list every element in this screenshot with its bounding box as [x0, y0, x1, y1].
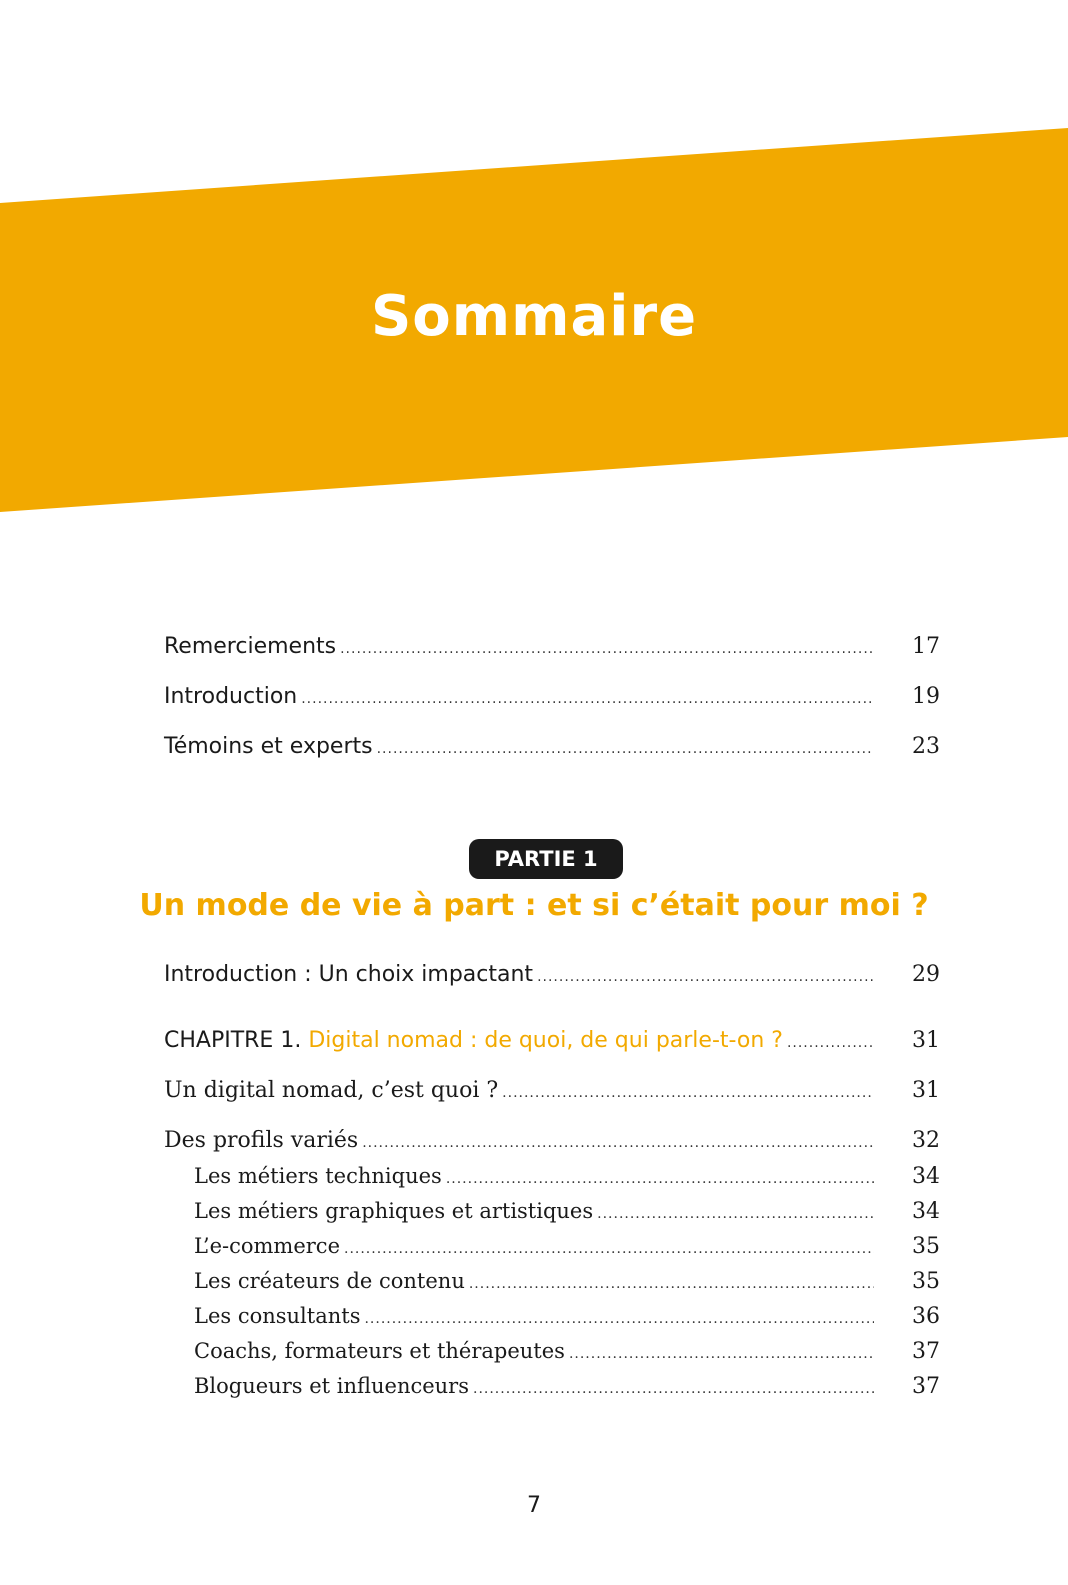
toc-entry-subsection[interactable] — [164, 1164, 940, 1189]
toc-entry-temoins[interactable] — [164, 734, 940, 759]
toc-entry-subsection[interactable] — [164, 1339, 940, 1364]
toc-page: 37 — [912, 1339, 940, 1364]
toc-label: Blogueurs et influenceurs — [194, 1374, 469, 1398]
toc-label: Témoins et experts — [164, 734, 373, 759]
leader-dots — [597, 1206, 874, 1222]
leader-dots — [364, 1311, 874, 1327]
page-number: 7 — [527, 1493, 541, 1518]
leader-dots — [340, 641, 874, 657]
toc-page: 32 — [912, 1128, 940, 1153]
toc-page: 31 — [912, 1028, 940, 1053]
leader-dots — [537, 969, 874, 985]
toc-entry-remerciements[interactable] — [164, 634, 940, 659]
leader-dots — [469, 1276, 874, 1292]
toc-entry-subsection[interactable] — [164, 1374, 940, 1399]
toc-entry-subsection[interactable] — [164, 1234, 940, 1259]
leader-dots — [569, 1346, 874, 1362]
toc-entry-chapter-1[interactable] — [164, 1028, 940, 1053]
toc-label: Coachs, formateurs et thérapeutes — [194, 1339, 565, 1363]
part-title: Un mode de vie à part : et si c’était pour moi ? — [139, 888, 929, 923]
toc-page: 34 — [912, 1199, 940, 1224]
toc-page: 36 — [912, 1304, 940, 1329]
header-banner — [0, 0, 1068, 540]
toc-entry-section[interactable] — [164, 1128, 940, 1153]
toc-entry-section[interactable] — [164, 1078, 940, 1103]
leader-dots — [502, 1085, 874, 1101]
toc-page: 35 — [912, 1234, 940, 1259]
toc-label: Introduction : Un choix impactant — [164, 962, 534, 987]
toc-label: Des profils variés — [164, 1128, 359, 1153]
toc-page: 29 — [912, 962, 940, 987]
chapter-number: CHAPITRE 1. — [164, 1028, 302, 1053]
leader-dots — [301, 691, 874, 707]
chapter-title: Digital nomad : de quoi, de qui parle-t-on ? — [308, 1028, 783, 1053]
toc-label: L’e-commerce — [194, 1234, 340, 1258]
toc-page: 35 — [912, 1269, 940, 1294]
toc-label: Les métiers techniques — [194, 1164, 442, 1188]
toc-label: Un digital nomad, c’est quoi ? — [164, 1078, 499, 1103]
toc-page: 37 — [912, 1374, 940, 1399]
toc-page: 17 — [912, 634, 940, 659]
leader-dots — [446, 1171, 874, 1187]
part-badge: PARTIE 1 — [469, 839, 623, 879]
leader-dots — [362, 1135, 874, 1151]
toc-page: 31 — [912, 1078, 940, 1103]
toc-label: Introduction — [164, 684, 298, 709]
toc-entry-part-intro[interactable] — [164, 962, 940, 987]
toc-entry-subsection[interactable] — [164, 1304, 940, 1329]
toc-entry-subsection[interactable] — [164, 1269, 940, 1294]
toc-label: Les créateurs de contenu — [194, 1269, 465, 1293]
toc-page: 23 — [912, 734, 940, 759]
chapter-heading — [164, 1028, 783, 1053]
toc-entry-subsection[interactable] — [164, 1199, 940, 1224]
toc-page: 19 — [912, 684, 940, 709]
toc-label: Les métiers graphiques et artistiques — [194, 1199, 594, 1223]
leader-dots — [473, 1381, 874, 1397]
toc-label: Remerciements — [164, 634, 337, 659]
page-title: Sommaire — [370, 284, 698, 349]
toc-page: 34 — [912, 1164, 940, 1189]
leader-dots — [787, 1035, 874, 1051]
leader-dots — [344, 1241, 874, 1257]
toc-label: Les consultants — [194, 1304, 361, 1328]
leader-dots — [377, 741, 874, 757]
toc-entry-introduction[interactable] — [164, 684, 940, 709]
